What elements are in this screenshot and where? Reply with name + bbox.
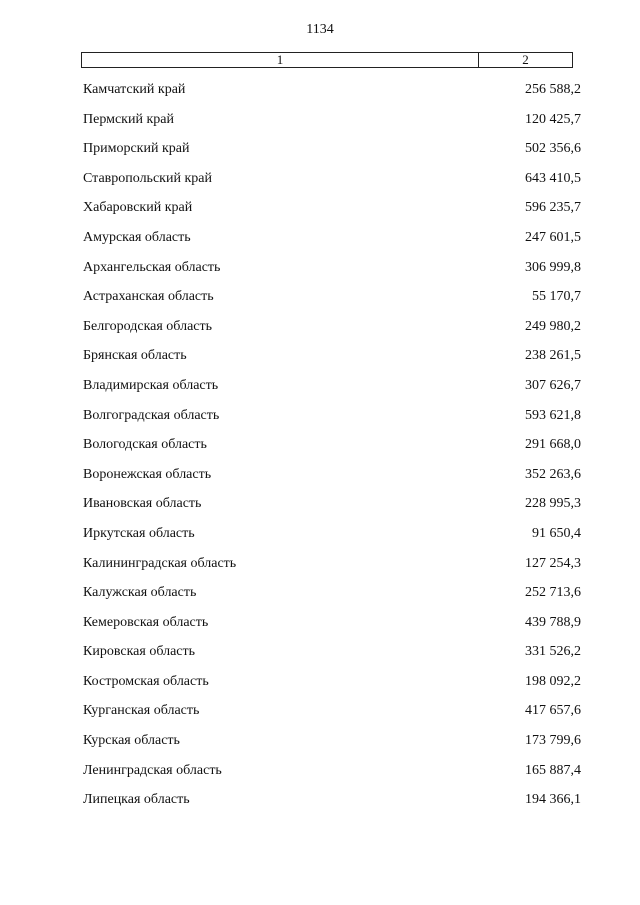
- region-name: Калужская область: [83, 585, 197, 601]
- table-row: [0, 672, 640, 702]
- table-row: [0, 790, 640, 820]
- region-name: Амурская область: [83, 229, 191, 245]
- table-row: [0, 494, 640, 524]
- region-name: Вологодская область: [83, 437, 207, 453]
- region-name: Ивановская область: [83, 496, 202, 512]
- region-value: 173 799,6: [525, 733, 581, 749]
- region-name: Камчатский край: [83, 82, 186, 97]
- region-name: Курганская область: [83, 703, 200, 719]
- region-name: Приморский край: [83, 141, 190, 157]
- region-value: 291 668,0: [525, 437, 581, 453]
- table-row: [0, 613, 640, 643]
- region-value: 55 170,7: [532, 289, 581, 305]
- region-value: 502 356,6: [525, 141, 581, 157]
- region-name: Ленинградская область: [83, 762, 222, 778]
- region-name: Кемеровская область: [83, 614, 209, 630]
- region-name: Калининградская область: [83, 555, 237, 571]
- table-row: [0, 258, 640, 288]
- region-name: Белгородская область: [83, 318, 213, 334]
- region-name: Ставропольский край: [83, 170, 212, 186]
- region-value: 307 626,7: [525, 377, 581, 393]
- region-value: 127 254,3: [525, 555, 581, 571]
- region-name: Волгоградская область: [83, 407, 220, 423]
- page-number: 1134: [306, 22, 334, 37]
- table-row: [0, 701, 640, 731]
- region-value: 256 588,2: [525, 82, 581, 97]
- table-row: [0, 317, 640, 347]
- header-column-2: 2: [522, 52, 529, 67]
- table-row: [0, 642, 640, 672]
- table-header: [81, 52, 573, 68]
- table-row: [0, 376, 640, 406]
- table-row: [0, 435, 640, 465]
- table-row: [0, 731, 640, 761]
- table-row: [0, 169, 640, 199]
- table-row: [0, 346, 640, 376]
- region-value: 331 526,2: [525, 644, 581, 660]
- table-body: [0, 80, 640, 820]
- region-name: Хабаровский край: [83, 200, 193, 216]
- table-row: [0, 139, 640, 169]
- region-value: 439 788,9: [525, 614, 581, 630]
- header-column-1: 1: [82, 53, 479, 67]
- region-value: 194 366,1: [525, 792, 581, 808]
- region-name: Астраханская область: [83, 289, 214, 305]
- region-name: Брянская область: [83, 348, 187, 364]
- region-value: 120 425,7: [525, 111, 581, 127]
- region-value: 249 980,2: [525, 318, 581, 334]
- region-value: 596 235,7: [525, 200, 581, 216]
- region-value: 165 887,4: [525, 762, 581, 778]
- table-row: [0, 110, 640, 140]
- table-row: [0, 583, 640, 613]
- region-value: 247 601,5: [525, 229, 581, 245]
- region-value: 198 092,2: [525, 673, 581, 689]
- region-name: Липецкая область: [83, 792, 190, 808]
- region-value: 306 999,8: [525, 259, 581, 275]
- table-row: [0, 465, 640, 495]
- region-name: Костромская область: [83, 673, 209, 689]
- region-name: Иркутская область: [83, 525, 195, 541]
- region-name: Курская область: [83, 733, 180, 749]
- table-row: [0, 228, 640, 258]
- region-value: 91 650,4: [532, 525, 581, 541]
- region-value: 643 410,5: [525, 170, 581, 186]
- region-name: Воронежская область: [83, 466, 212, 482]
- table-row: [0, 80, 640, 110]
- region-name: Архангельская область: [83, 259, 221, 275]
- table-row: [0, 406, 640, 436]
- region-name: Пермский край: [83, 111, 174, 127]
- region-value: 417 657,6: [525, 703, 581, 719]
- region-name: Владимирская область: [83, 377, 219, 393]
- table-row: [0, 198, 640, 228]
- region-value: 352 263,6: [525, 466, 581, 482]
- table-row: [0, 524, 640, 554]
- table-row: [0, 761, 640, 791]
- region-value: 228 995,3: [525, 496, 581, 512]
- region-name: Кировская область: [83, 644, 196, 660]
- table-row: [0, 554, 640, 584]
- table-row: [0, 287, 640, 317]
- region-value: 238 261,5: [525, 348, 581, 364]
- region-value: 252 713,6: [525, 585, 581, 601]
- region-value: 593 621,8: [525, 407, 581, 423]
